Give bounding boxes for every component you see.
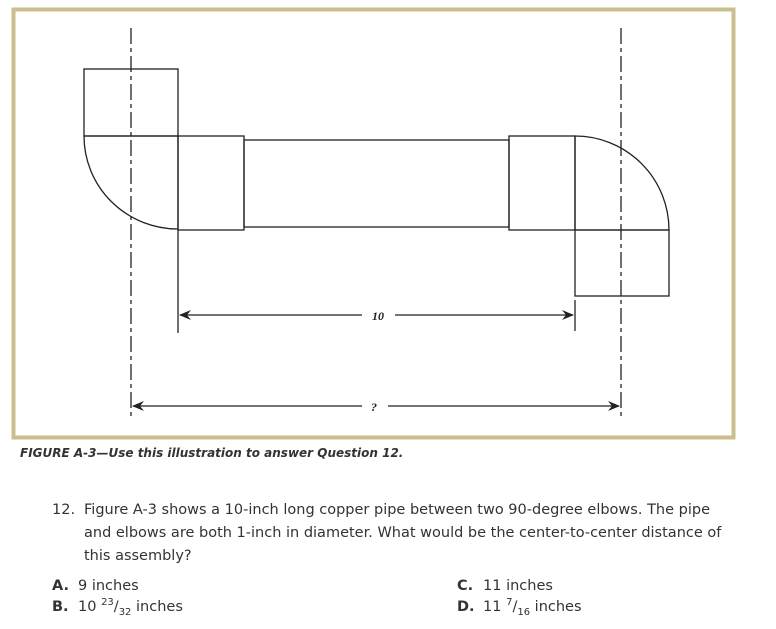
outer-dimension-label: ? [371, 400, 377, 414]
answer-option-a[interactable] [52, 576, 183, 597]
answer-letter: D. [457, 599, 475, 615]
answer-unit: inches [534, 599, 582, 615]
answer-letter: C. [457, 578, 474, 594]
fraction-denominator: 32 [118, 606, 132, 618]
answer-option-b[interactable]: B. 10 $^{23}/_{32}$ inches [52, 597, 183, 618]
question-block [20, 499, 740, 568]
fraction-numerator: 23 [101, 597, 114, 609]
answers-right-column [457, 576, 582, 618]
answer-unit: inches [506, 578, 553, 594]
answer-value: 11 [483, 599, 502, 615]
answer-option-d[interactable]: D. 11 $^7/_{16}$ inches [457, 597, 582, 618]
question-text: Figure A-3 shows a 10-inch long copper pipe between two 90-degree elbows. The pipe and elbows are both 1-inch in diameter. What would be the center-to-center distance of this assembly? [84, 502, 722, 564]
answer-value: 9 [78, 578, 88, 594]
answer-value: 10 [78, 599, 97, 615]
figure-frame [14, 10, 734, 438]
question-number: 12. [52, 502, 76, 518]
fraction-numerator: 7 [506, 597, 513, 609]
answers-left-column [52, 576, 183, 618]
answer-value: 11 [483, 578, 502, 594]
inner-dimension-label: 10 [372, 309, 384, 323]
figure-caption: FIGURE A-3—Use this illustration to answer Question 12. [20, 446, 404, 460]
answer-unit: inches [136, 599, 183, 615]
answer-unit: inches [91, 578, 139, 594]
fraction-denominator: 16 [517, 606, 531, 618]
answer-letter: B. [52, 599, 69, 615]
answer-letter: A. [52, 578, 69, 594]
answer-option-c[interactable] [457, 576, 582, 597]
